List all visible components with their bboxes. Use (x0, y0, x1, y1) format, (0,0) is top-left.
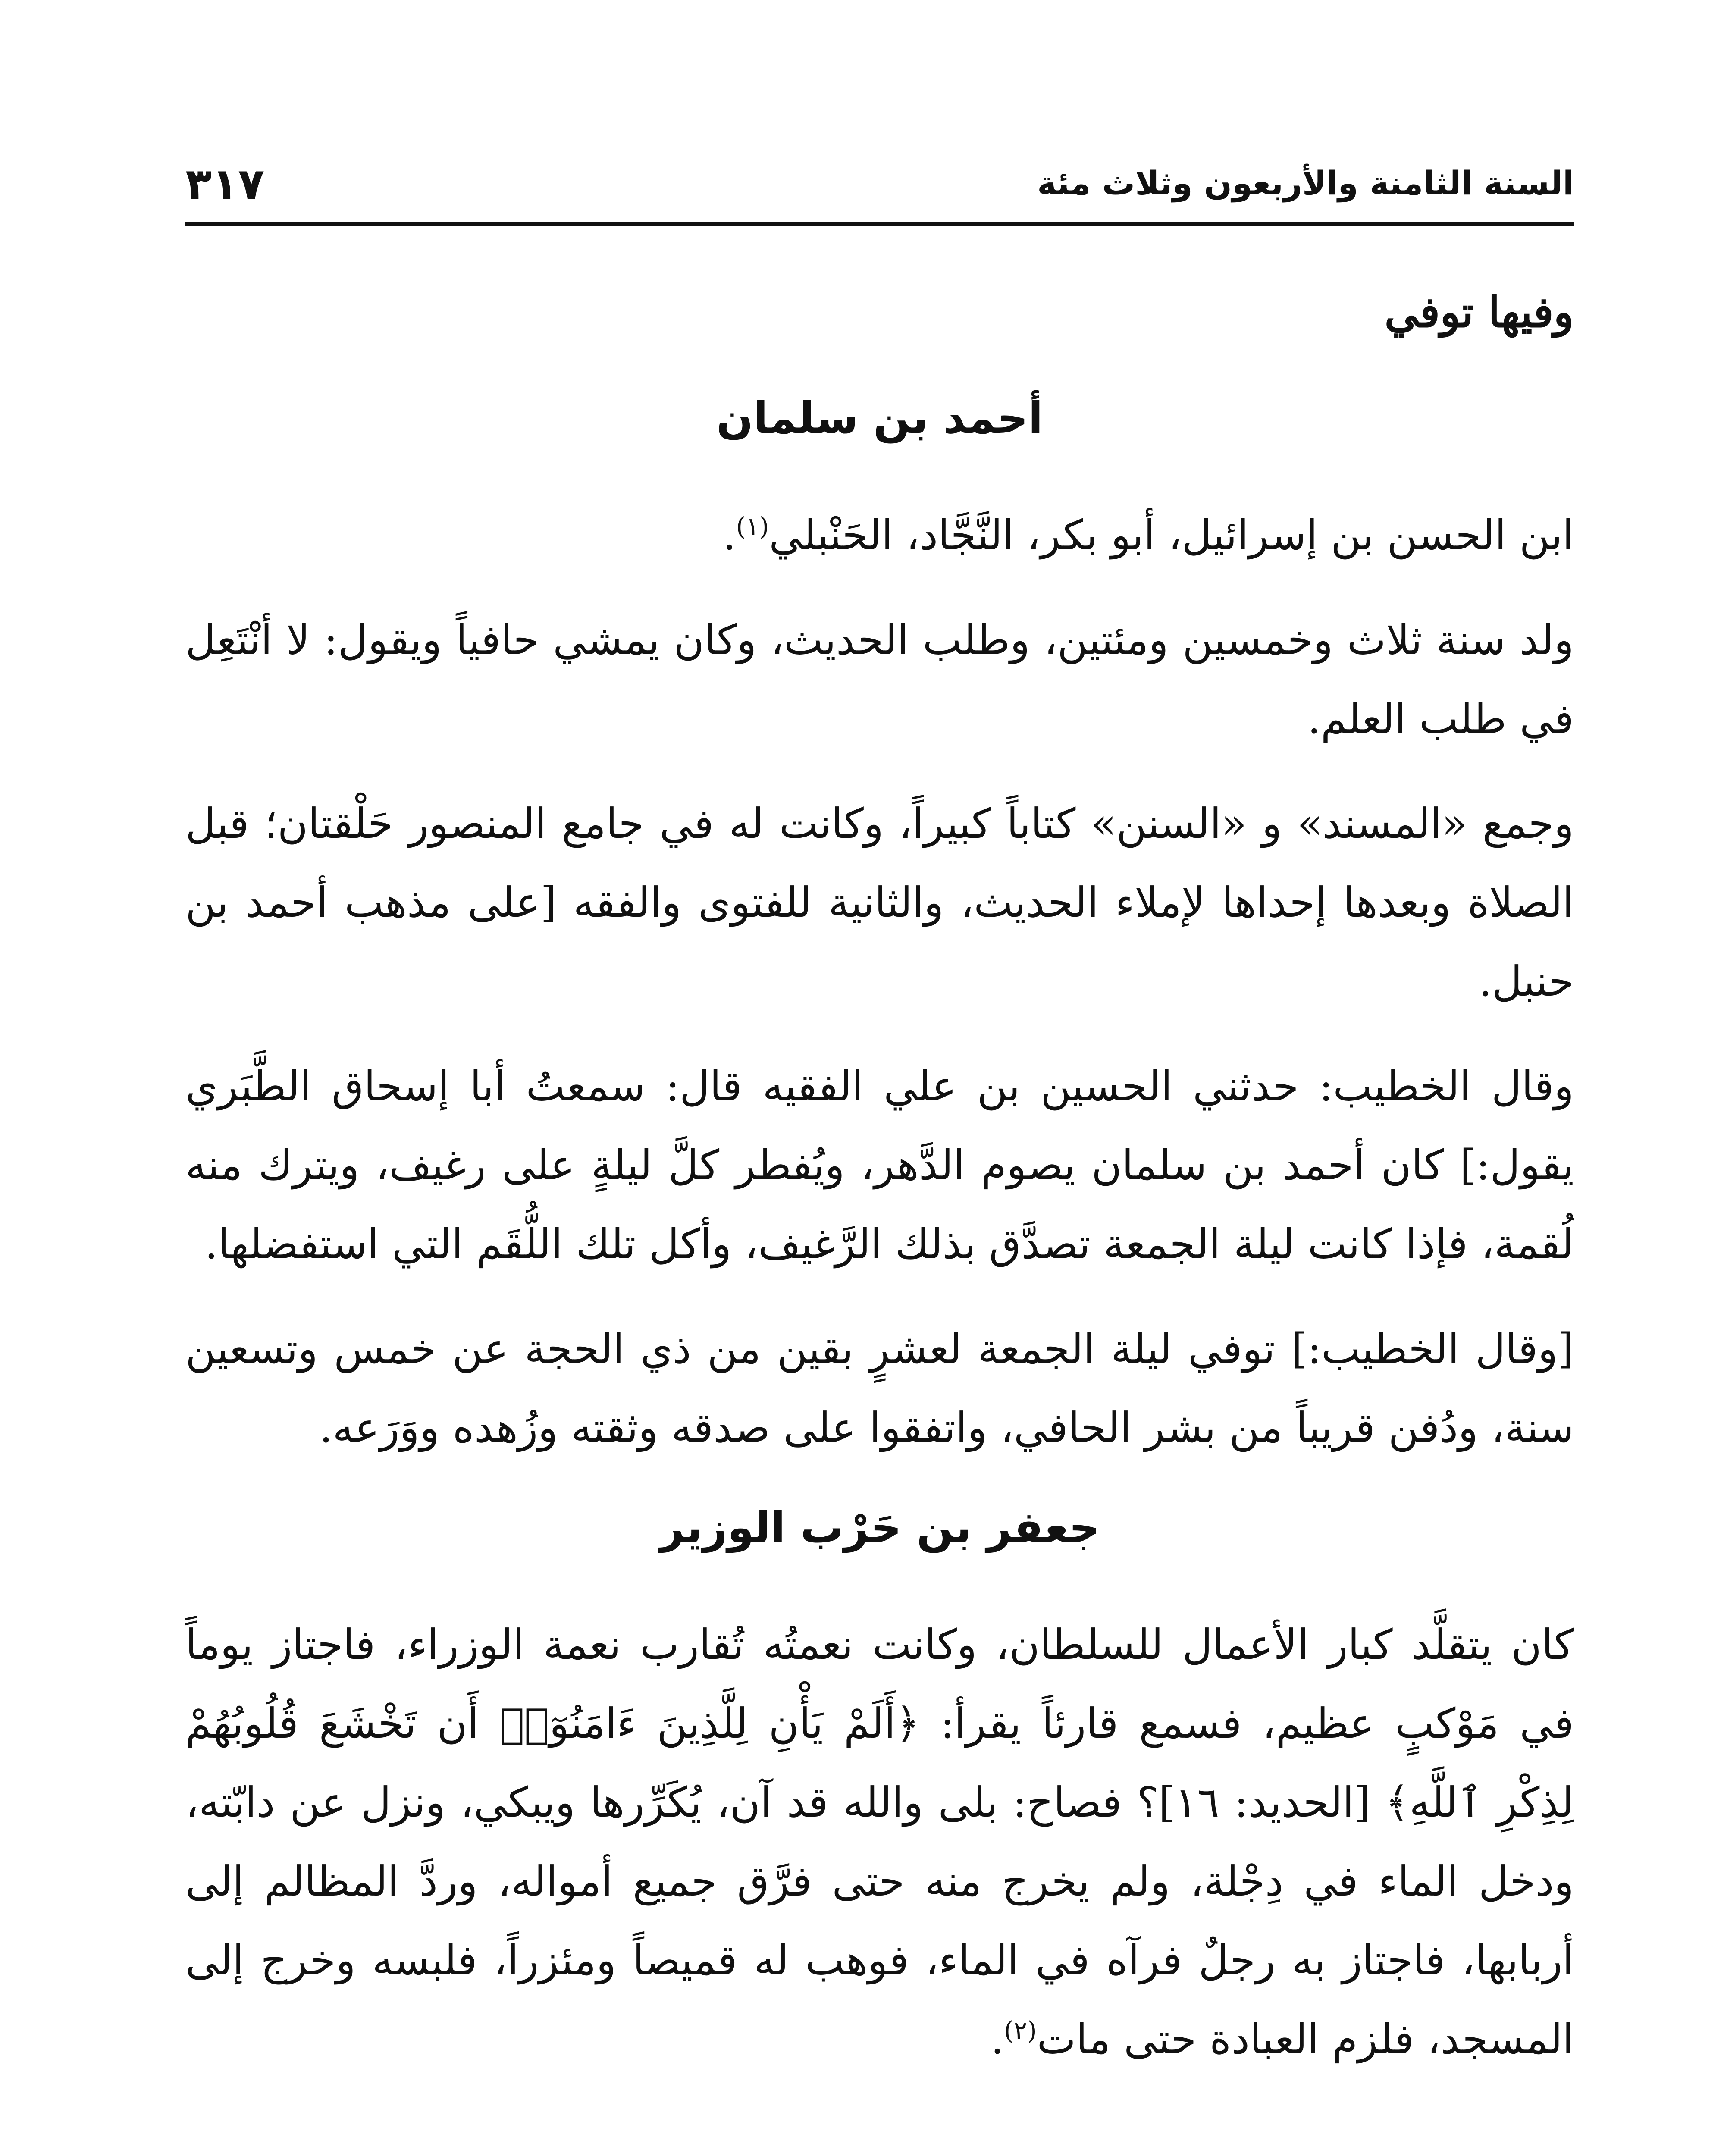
entry-heading-ahmad: أحمد بن سلمان (716, 393, 1043, 443)
header-rule (185, 222, 1574, 226)
running-title: السنة الثامنة والأربعون وثلاث مئة (1037, 164, 1574, 202)
footnote-ref: (٢) (1004, 2016, 1037, 2045)
paragraph-tail: . (991, 2015, 1004, 2063)
paragraph-text: ابن الحسن بن إسرائيل، أبو بكر، النَّجَّاد، الحَنْبلي (769, 511, 1574, 559)
page-header (185, 155, 1574, 211)
page-number: ٣١٧ (185, 159, 265, 209)
paragraph-tail: . (723, 511, 736, 559)
main-text (185, 276, 1574, 2105)
paragraph (185, 496, 1574, 575)
paragraph-text: كان يتقلَّد كبار الأعمال للسلطان، وكانت نعمتُه تُقارب نعمة الوزراء، فاجتاز يوماً في مَوْكبٍ عظيم، فسمع قارئاً يقرأ: ﴿أَلَمْ يَأْنِ لِلَّذِينَ ءَامَنُوٓا۟ أَن تَخْشَعَ قُلُوبُهُمْ لِذِكْرِ ٱللَّهِ﴾ [الحديد: ١٦]؟ فصاح: بلى والله قد آن، يُكَرِّرها ويبكي، ونزل عن دابّته، ودخل الماء في دِجْلة، ولم يخرج منه حتى فرَّق جميع أمواله، وردَّ المظالم إلى أربابها، فاجتاز به رجلٌ فرآه في الماء، فوهب له قميصاً ومئزراً، فلبسه وخرج إلى المسجد، فلزم العبادة حتى مات (185, 1620, 1574, 2063)
entry-heading-jafar: جعفر بن حَرْب الوزير (659, 1502, 1100, 1553)
paragraph: ولد سنة ثلاث وخمسين ومئتين، وطلب الحديث، وكان يمشي حافياً ويقول: لا أنْتَعِل في طلب العلم. (185, 616, 1574, 743)
intro-line: وفيها توفي (1384, 288, 1574, 337)
paragraph (185, 1605, 1574, 2079)
paragraph: [وقال الخطيب:] توفي ليلة الجمعة لعشرٍ بقين من ذي الحجة عن خمس وتسعين سنة، ودُفن قريباً من بشر الحافي، واتفقوا على صدقه وثقته وزُهده ووَرَعه. (185, 1325, 1574, 1452)
paragraph: وجمع «المسند» و «السنن» كتاباً كبيراً، وكانت له في جامع المنصور حَلْقتان؛ قبل الصلاة وبعدها إحداها لإملاء الحديث، والثانية للفتوى والفقه [على مذهب أحمد بن حنبل. (185, 799, 1574, 1006)
footnote-ref: (١) (736, 512, 769, 541)
paragraph: وقال الخطيب: حدثني الحسين بن علي الفقيه قال: سمعتُ أبا إسحاق الطَّبَري يقول:] كان أحمد بن سلمان يصوم الدَّهر، ويُفطر كلَّ ليلةٍ على رغيف، ويترك منه لُقمة، فإذا كانت ليلة الجمعة تصدَّق بذلك الرَّغيف، وأكل تلك اللُّقَم التي استفضلها. (185, 1062, 1574, 1268)
